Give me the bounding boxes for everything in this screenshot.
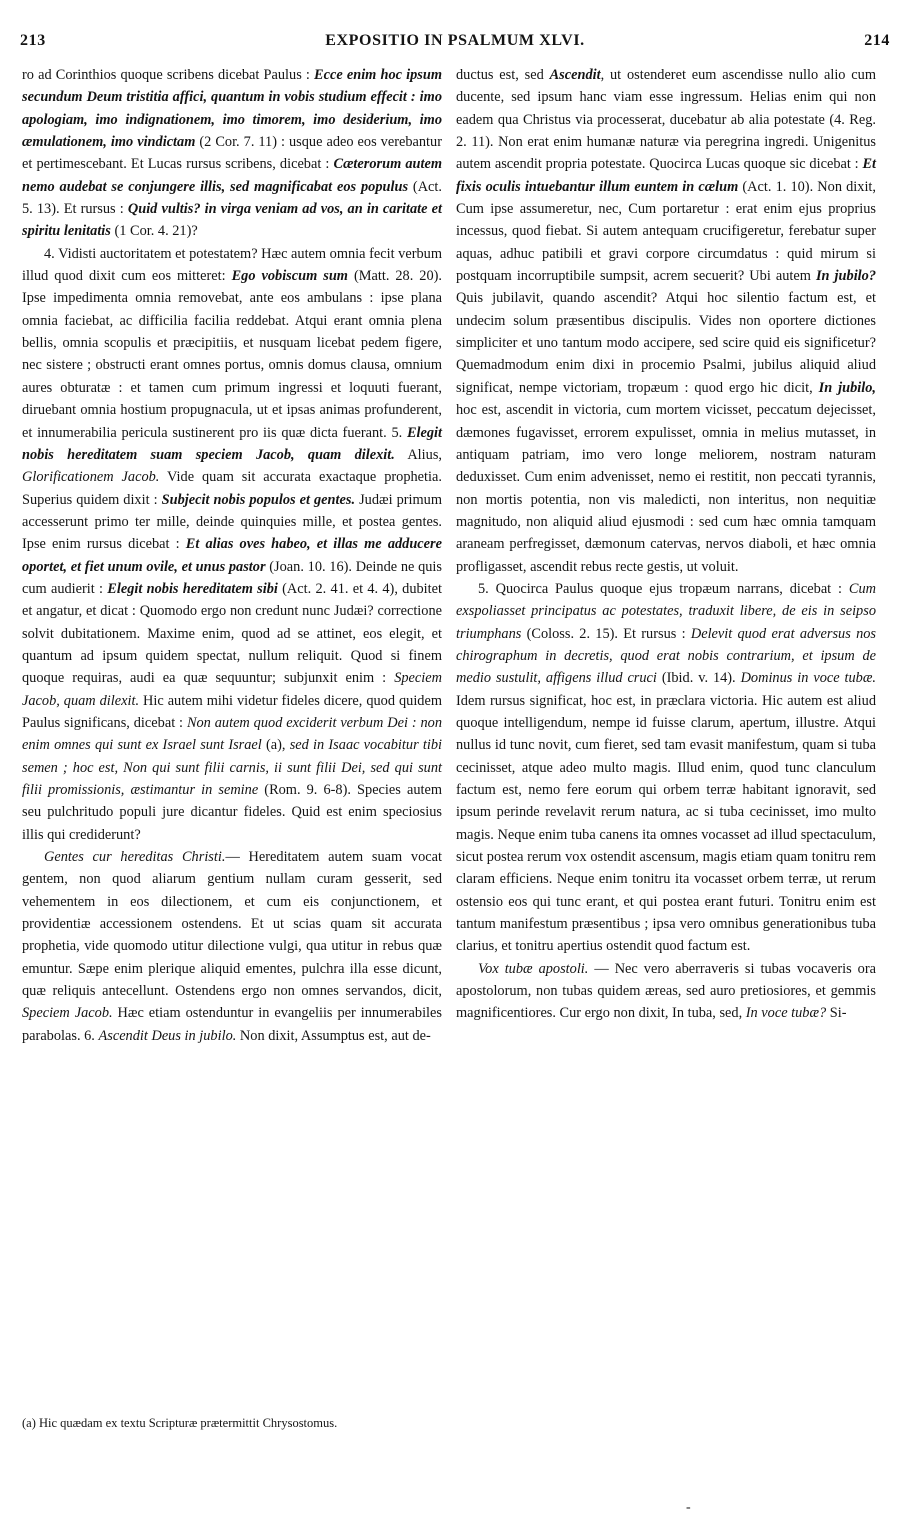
paragraph: ductus est, sed Ascendit, ut ostenderet eum ascendisse nullo alio cum ducente, sed ipsum hanc viam esse ingressum. Helias enim qui non eadem qua Christus via processerat, ducebatur ab alia potestate (4. Reg. 2. 11). Non erat enim humanæ naturæ via peregrina ingredi. Unigenitus autem ascendit propria potestate. Quocirca Lucas quoque sic dicebat : Et fixis oculis intuebantur illum euntem in cælum (Act. 1. 10). Non dixit, Cum ipse assumeretur, nec, Cum portaretur : erat enim ejus proprius incessus, quod fiebat. Si autem antequam crucifigeretur, ferebatur super aquas, adhuc patibili et gravi corpore circumdatus : quid mirum si postquam incorruptibile sumpsit, acrem secuerit? Ubi autem In jubilo? Quis jubilavit, quando ascendit? Atqui hoc silentio factum est, et undecim solum præsentibus discipulis. Vides non oportere dictiones simpliciter et uno tantum modo accipere, sed scire quid eis significetur? Quemadmodum enim dixi in procemio Psalmi, jubilus aliquid aliud significat, nempe victoriam, tropæum : quod ergo hic dicit, In jubilo, hoc est, ascendit in victoria, cum mortem vicisset, peccatum dejecisset, dæmones fugavisset, errorem expulisset, omnia in melius mutasset, in antiquam patriam, imo vero longe meliorem, nostram naturam deduxisset. Cum enim advenisset, nemo ei restitit, non peccati tyrannis, non mortis potentia, non vis maledicti, non interitus, non nequitiæ magnitudo, non aliquid aliud ejusmodi : sed cum hæc omnia tamquam araneam perfregisset, dæmonum catervas, nervos diaboli, et hæc omnia profligasset, ascendit rebus recte gestis, ut voluit. bbox=[456, 67, 877, 575]
scripture-quote: Ecce enim hoc ipsum secundum Deum tristitia affici, quantum in vobis studium effecit : imo apologiam, imo indignationem, imo timorem, imo desiderium, imo æmulationem, imo vindictam bbox=[22, 67, 442, 151]
scripture-quote: Et alias oves habeo, et illas me adducere oportet, et fiet unum ovile, et unus pastor bbox=[22, 536, 442, 575]
scripture-quote: In jubilo? bbox=[815, 268, 877, 285]
scripture-quote: Et fixis oculis intuebantur illum euntem in cælum bbox=[456, 156, 876, 195]
scripture-quote: Elegit nobis hereditatem suam speciem Jacob, quam dilexit. bbox=[22, 424, 442, 463]
scripture-quote: Speciem Jacob, quam dilexit. bbox=[22, 670, 442, 709]
scripture-quote: Ascendit Deus in jubilo. bbox=[98, 1027, 237, 1044]
scripture-quote: Delevit quod erat adversus nos chirographum in decretis, quod erat nobis contrarium, et ipsum de medio sustulit, affigens illud cruci bbox=[456, 625, 876, 687]
scripture-quote: Cæterorum autem nemo audebat se conjungere illis, sed magnificabat eos populus bbox=[22, 156, 442, 195]
scripture-quote: In jubilo, bbox=[818, 379, 876, 396]
page-number-left: 213 bbox=[20, 32, 46, 49]
section-heading: Vox tubæ apostoli. bbox=[478, 960, 589, 977]
scripture-quote: sed in Isaac vocabitur tibi semen ; hoc est, Non qui sunt filii carnis, ii sunt filii Dei, sed qui sunt filii promissionis, æstimantur in semine bbox=[22, 737, 442, 798]
paragraph: 5. Quocirca Paulus quoque ejus tropæum narrans, dicebat : Cum exspoliasset principatus ac potestates, traduxit libere, de eis in seipso triumphans (Coloss. 2. 15). Et rursus : Delevit quod erat adversus nos chirographum in decretis, quod erat nobis contrarium, et ipsum de medio sustulit, affigens illud cruci (Ibid. v. 14). Dominus in voce tubæ. Idem rursus significat, hoc est, in præclara victoria. Hic autem est aliud quoque intelligendum, nempe id fuisse clarum, apertum, illustre. Atqui nullus id tunc novit, cum fieret, sed tam evasit manifestum, quam si tuba cecinisset, atque adeo multo magis. Illud enim, quod tunc clanculum factum est, nemo fere eorum qui orbem terræ habitant ignoravit, sed ipsum perinde revelavit rerum natura, ac si tuba cecinisset, imo multo magis. Neque enim tuba canens ita omnes vocasset ad illud spectaculum, sicut postea rerum vox ostendit ascensum, magis etiam quam tonitru rem claram efficiens. Neque enim tonitru ita vocasset orbem terræ, ut rerum ostensio eos qui tunc erant, et qui postea erant futuri. Tonitru enim est tantum manifestum præsentibus ; ipsa vero omnibus generationibus tuba clarius, et tonitru apertius ostendit quod factum est. bbox=[456, 580, 876, 955]
paragraph: 4. Vidisti auctoritatem et potestatem? Hæc autem omnia fecit verbum illud quod dixit cum eos mitteret: Ego vobiscum sum (Matt. 28. 20). Ipse impedimenta omnia removebat, ante eos ambulans : ipse plana omnia faciebat, ac difficilia facilia reddebat. Atqui erant omnia plena bellis, omnia scopulis et præcipitiis, et nusquam licebat pedem figere, nec sistere ; obstructi erant omnes portus, omnis domus clausa, omnium aures obturatæ : et tamen cum primum ingressi et loquuti fuerant, diruebant omnia hostium propugnacula, ut et ipsas animas profunderent, et innumerabilia pericula sustinerent pro iis quæ dicta fuerant. 5. Elegit nobis hereditatem suam speciem Jacob, quam dilexit. Alius, Glorificationem Jacob. Vide quam sit accurata exactaque prophetia. Superius quidem dixit : Subjecit nobis populos et gentes. Judæi primum accesserunt primo ter mille, deinde quinquies mille, et postea gentes. Ipse enim rursus dicebat : Et alias oves habeo, et illas me adducere oportet, et fiet unum ovile, et unus pastor (Joan. 10. 16). Deinde ne quis cum audierit : Elegit nobis hereditatem sibi (Act. 2. 41. et 4. 4), dubitet et angatur, et dicat : Quomodo ergo non credunt nunc Judæi? correctione solvit dubitationem. Maxime enim, quod ad se attinet, eos elegit, et quantum ad ipsum quidem spectat, nullum reliquit. Quod si finem quoque requiras, audi ea quæ sequuntur; subjunxit enim : Speciem Jacob, quam dilexit. Hic autem mihi videtur fideles dicere, quod quidem Paulus significans, dicebat : Non autem quod exciderit verbum Dei : non enim omnes qui sunt ex Israel sunt Israel (a), sed in Isaac vocabitur tibi semen ; hoc est, Non qui sunt filii carnis, ii sunt filii Dei, sed qui sunt filii promissionis, æstimantur in semine (Rom. 9. 6-8). Species autem seu pulchritudo populi jure dicantur fideles. Quid est enim speciosius illis qui crediderunt? bbox=[22, 245, 443, 843]
signature-mark: - bbox=[686, 1500, 691, 1515]
scripture-quote: Non autem quod exciderit verbum Dei : non enim omnes qui sunt ex Israel sunt Israel bbox=[22, 714, 442, 754]
paragraph: ro ad Corinthios quoque scribens dicebat Paulus : Ecce enim hoc ipsum secundum Deum tristitia affici, quantum in vobis studium effecit : imo apologiam, imo indignationem, imo timorem, imo desiderium, imo æmulationem, imo vindictam (2 Cor. 7. 11) : usque adeo eos verebantur et pertimescebant. Et Lucas rursus scribens, dicebat : Cæterorum autem nemo audebat se conjungere illis, sed magnificabat eos populus (Act. 5. 13). Et rursus : Quid vultis? in virga veniam ad vos, an in caritate et spiritu lenitatis (1 Cor. 4. 21)? bbox=[22, 67, 443, 240]
left-column bbox=[22, 64, 442, 1047]
footnote: (a) Hic quædam ex textu Scripturæ prætermittit Chrysostomus. bbox=[22, 1416, 338, 1430]
scripture-quote: Ego vobiscum sum bbox=[231, 268, 348, 285]
section-heading: Gentes cur hereditas Christi. bbox=[44, 849, 226, 866]
paragraph: Vox tubæ apostoli. — Nec vero aberraveris si tubas vocaveris ora apostolorum, non tubas quidem æreas, sed auro pretiosiores, et gemmis magnificentiores. Cur ergo non dixit, In tuba, sed, In voce tubæ? Si- bbox=[456, 960, 876, 1022]
scripture-quote: Speciem Jacob. bbox=[22, 1005, 113, 1022]
scripture-quote: In voce tubæ? bbox=[745, 1005, 827, 1022]
right-column bbox=[456, 64, 876, 1025]
scripture-quote: Quid vultis? in virga veniam ad vos, an in caritate et spiritu lenitatis bbox=[22, 201, 443, 240]
running-title: EXPOSITIO IN PSALMUM XLVI. bbox=[325, 32, 585, 49]
paragraph: Gentes cur hereditas Christi.— Hereditatem autem suam vocat gentem, non quod aliarum gentium nullam curam gesserit, sed vehementem in eos dilectionem, et cum eis conjunctionem, et providentiæ accessionem ostendens. Et ut scias quam sit accurata prophetia, vide quomodo utitur dilectione vulgi, qua utitur in rebus quæ emuntur. Sæpe enim plerique aliquid ementes, pulchra illa esse dicunt, quæ reliquis antecellunt. Ostendens ergo non omnes servandos, dicit, Speciem Jacob. Hæc etiam ostenduntur in evangeliis per innumerabiles parabolas. 6. Ascendit Deus in jubilo. Non dixit, Assumptus est, aut de- bbox=[22, 849, 442, 1044]
scripture-quote: Subjecit nobis populos et gentes. bbox=[161, 491, 356, 508]
running-header bbox=[20, 32, 890, 58]
scripture-quote: Cum exspoliasset principatus ac potestates, traduxit libere, de eis in seipso triumphans bbox=[456, 580, 876, 642]
scripture-quote: Ascendit bbox=[549, 67, 601, 83]
scripture-quote: Dominus in voce tubæ. bbox=[740, 670, 876, 687]
variant-reading: Glorificationem Jacob. bbox=[22, 469, 160, 486]
scripture-quote: Elegit nobis hereditatem sibi bbox=[107, 580, 278, 597]
page-number-right: 214 bbox=[864, 32, 890, 49]
